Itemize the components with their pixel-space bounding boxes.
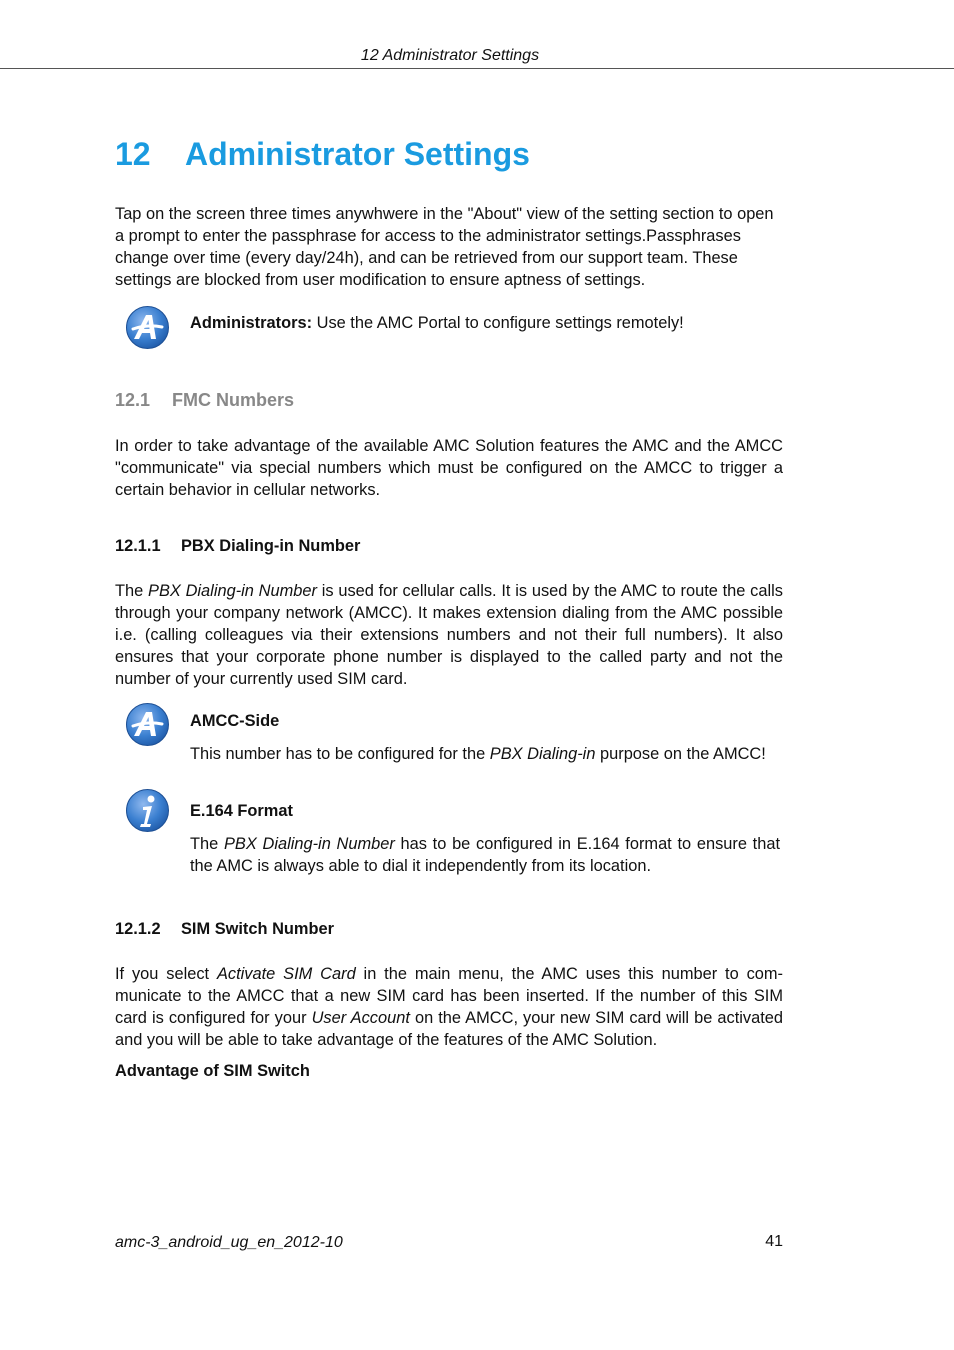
sim-text-3: on the AMCC, your new SIM card will be activated and you will be able to take advantage of the features of the AMC Solution.: [115, 1009, 784, 1049]
info-i-icon: [125, 788, 170, 833]
section-12-1-1-title-text: PBX Dialing-in Number: [181, 537, 361, 555]
section-12-1-2-title: [115, 920, 334, 939]
chapter-number: 12: [115, 136, 151, 172]
amcc-side-text-2: purpose on the AMCC!: [595, 745, 766, 763]
amcc-side-title: AMCC-Side: [190, 712, 280, 730]
e164-text: [190, 833, 780, 877]
admin-note-label: Administrators:: [190, 314, 313, 332]
amcc-side-text-1: This number has to be configured for the: [190, 745, 490, 763]
pbx-paragraph: [115, 580, 783, 690]
e164-title: E.164 Format: [190, 802, 293, 820]
footer-page-number: 41: [765, 1233, 783, 1250]
sim-switch-paragraph: [115, 963, 783, 1051]
sim-text-1: If you select: [115, 965, 217, 983]
section-12-1-title: [115, 390, 294, 411]
section-12-1-2-number: 12.1.2: [115, 920, 161, 938]
chapter-title-text: Administrator Settings: [185, 136, 530, 172]
sim-text-2: in the main menu, the AMC uses this number to com- municate to the AMCC that a new SIM card has been inserted. If the number of this SIM card is configured for your: [115, 965, 783, 1027]
advantage-heading: Advantage of SIM Switch: [115, 1062, 310, 1080]
chapter-title: [115, 136, 530, 173]
e164-text-2: has to be configured in E.164 format to ensure that the AMC is always able to dial it independently from its location.: [190, 835, 781, 875]
pbx-term: PBX Dialing-in Number: [148, 582, 317, 600]
amcc-side-term: PBX Dialing-in: [489, 745, 596, 763]
header-rule: [0, 68, 954, 69]
e164-text-1: The: [190, 835, 224, 853]
footer-doc-id: amc-3_android_ug_en_2012-10: [115, 1234, 343, 1251]
intro-paragraph: Tap on the screen three times anywhwere in the "About" view of the setting section to open a prompt to enter the passphrase for access to the administrator settings.Passphrases change over time (every day/24h), and can be retrieved from our support team. These settings are blocked from user modification to ensure aptness of settings.: [115, 205, 774, 289]
amcc-side-text: [190, 743, 780, 765]
section-12-1-title-text: FMC Numbers: [172, 390, 295, 410]
admin-note-text: [190, 312, 780, 334]
admin-note-message: Use the AMC Portal to configure settings remotely!: [312, 314, 684, 332]
pbx-text-start: The: [115, 582, 149, 600]
section-12-1-paragraph: In order to take advantage of the available AMC Solution features the AMC and the AMCC "communicate" via special numbers which must be configured on the AMCC to trigger a certain behavior in cellular networks.: [115, 437, 783, 499]
section-12-1-number: 12.1: [115, 390, 151, 410]
sim-term-activate: Activate SIM Card: [216, 965, 356, 983]
admin-a-icon: [125, 702, 170, 747]
sim-term-user-account: User Account: [311, 1009, 410, 1027]
pbx-text-rest: is used for cellular calls. It is used by the AMC to route the calls through your company network (AMCC). It makes extension dialing from the AMC possible i.e. (calling colleagues via their extensions numbers and not their full numbers). It also ensures that your corporate phone number is displayed to the called party and not the number of your currently used SIM card.: [115, 582, 783, 688]
section-12-1-1-title: [115, 537, 360, 556]
section-12-1-1-number: 12.1.1: [115, 537, 161, 555]
section-12-1-2-title-text: SIM Switch Number: [181, 920, 334, 938]
e164-term: PBX Dialing-in Number: [223, 835, 395, 853]
running-header: 12 Administrator Settings: [360, 47, 540, 64]
admin-a-icon: [125, 305, 170, 350]
